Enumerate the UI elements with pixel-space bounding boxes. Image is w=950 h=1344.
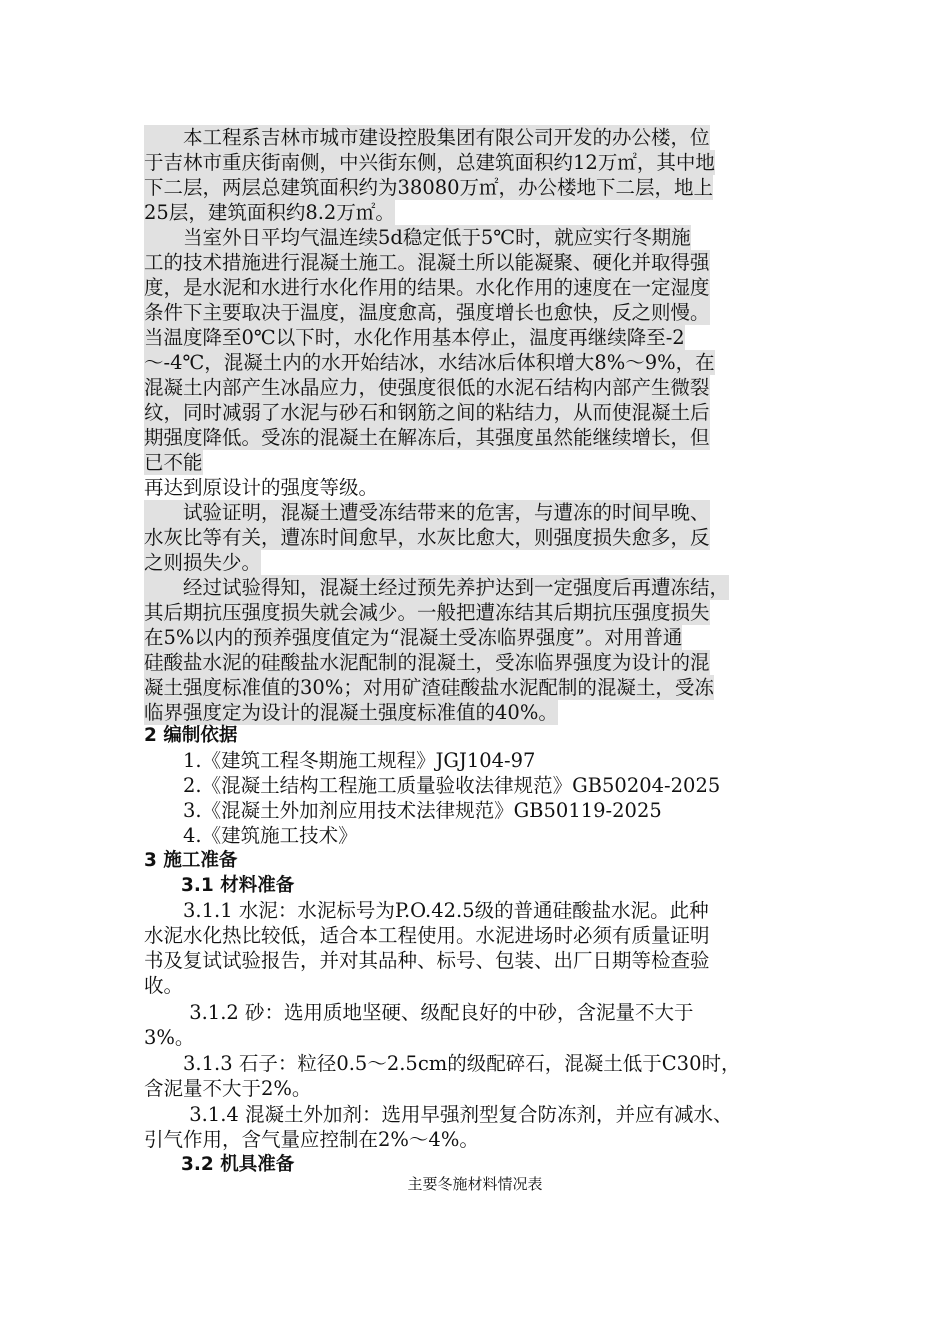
- paragraph-line: 3.1.2 砂：选用质地坚硬、级配良好的中砂，含泥量不大于: [144, 1001, 694, 1024]
- paragraph-line: 下二层，两层总建筑面积约为38080万㎡，办公楼地下二层，地上: [144, 176, 714, 199]
- paragraph-line: 之则损失少。: [144, 551, 262, 574]
- paragraph-line: 纹，同时减弱了水泥与砂石和钢筋之间的粘结力，从而使混凝土后: [144, 401, 710, 424]
- paragraph-line: 条件下主要取决于温度，温度愈高，强度增长也愈快，反之则慢。: [144, 301, 710, 324]
- paragraph-line: 引气作用，含气量应控制在2%～4%。: [144, 1128, 479, 1151]
- paragraph-line: 再达到原设计的强度等级。: [144, 476, 379, 499]
- paragraph-line: 3.1.4 混凝土外加剂：选用早强剂型复合防冻剂，并应有减水、: [144, 1103, 733, 1126]
- paragraph-line: 工的技术措施进行混凝土施工。混凝土所以能凝聚、硬化并取得强: [144, 251, 710, 274]
- section-heading: 3 施工准备: [144, 850, 238, 871]
- paragraph-line: 度，是水泥和水进行水化作用的结果。水化作用的速度在一定湿度: [144, 276, 710, 299]
- paragraph-line: 经过试验得知，混凝土经过预先养护达到一定强度后再遭冻结，: [144, 576, 730, 599]
- paragraph-line: 其后期抗压强度损失就会减少。一般把遭冻结其后期抗压强度损失: [144, 601, 710, 624]
- paragraph-line: 3.1.3 石子：粒径0.5～2.5cm的级配碎石，混凝土低于C30时，: [144, 1052, 741, 1075]
- reference-item: 1.《建筑工程冬期施工规程》JGJ104-97: [144, 749, 536, 772]
- paragraph-line: 混凝土内部产生冰晶应力，使强度很低的水泥石结构内部产生微裂: [144, 376, 710, 399]
- reference-item: 3.《混凝土外加剂应用技术法律规范》GB50119-2025: [144, 799, 662, 822]
- paragraph-line: 当温度降至0℃以下时，水化作用基本停止，温度再继续降至-2: [144, 326, 685, 349]
- paragraph-line: 书及复试试验报告，并对其品种、标号、包装、出厂日期等检查验: [144, 949, 710, 972]
- paragraph-line: 已不能: [144, 451, 203, 474]
- paragraph-line: 当室外日平均气温连续5d稳定低于5℃时，就应实行冬期施: [144, 226, 691, 249]
- paragraph-line: 临界强度定为设计的混凝土强度标准值的40%。: [144, 701, 558, 724]
- reference-item: 2.《混凝土结构工程施工质量验收法律规范》GB50204-2025: [144, 774, 721, 797]
- paragraph-line: 3%。: [144, 1026, 195, 1049]
- paragraph-line: 25层，建筑面积约8.2万㎡。: [144, 201, 395, 224]
- paragraph-line: 期强度降低。受冻的混凝土在解冻后，其强度虽然能继续增长，但: [144, 426, 710, 449]
- table-caption: 主要冬施材料情况表: [407, 1175, 543, 1193]
- paragraph-line: 于吉林市重庆街南侧，中兴街东侧，总建筑面积约12万㎡，其中地: [144, 151, 715, 174]
- paragraph-line: 凝土强度标准值的30%；对用矿渣硅酸盐水泥配制的混凝土，受冻: [144, 676, 714, 699]
- section-heading: 2 编制依据: [144, 725, 238, 746]
- paragraph-line: 本工程系吉林市城市建设控股集团有限公司开发的办公楼，位: [144, 126, 710, 149]
- subsection-heading: 3.2 机具准备: [144, 1154, 295, 1175]
- subsection-heading: 3.1 材料准备: [144, 875, 295, 896]
- paragraph-line: 含泥量不大于2%。: [144, 1077, 312, 1100]
- paragraph-line: 收。: [144, 974, 184, 997]
- paragraph-line: 水泥水化热比较低，适合本工程使用。水泥进场时必须有质量证明: [144, 924, 710, 947]
- paragraph-line: 硅酸盐水泥的硅酸盐水泥配制的混凝土，受冻临界强度为设计的混: [144, 651, 710, 674]
- paragraph-line: ～-4℃，混凝土内的水开始结冰，水结冰后体积增大8%～9%，在: [144, 351, 715, 374]
- paragraph-line: 试验证明，混凝土遭受冻结带来的危害，与遭冻的时间早晚、: [144, 501, 710, 524]
- paragraph-line: 水灰比等有关，遭冻时间愈早，水灰比愈大，则强度损失愈多，反: [144, 526, 710, 549]
- reference-item: 4.《建筑施工技术》: [144, 824, 358, 847]
- paragraph-line: 3.1.1 水泥：水泥标号为P.O.42.5级的普通硅酸盐水泥。此种: [144, 899, 709, 922]
- paragraph-line: 在5%以内的预养强度值定为“混凝土受冻临界强度”。对用普通: [144, 626, 683, 649]
